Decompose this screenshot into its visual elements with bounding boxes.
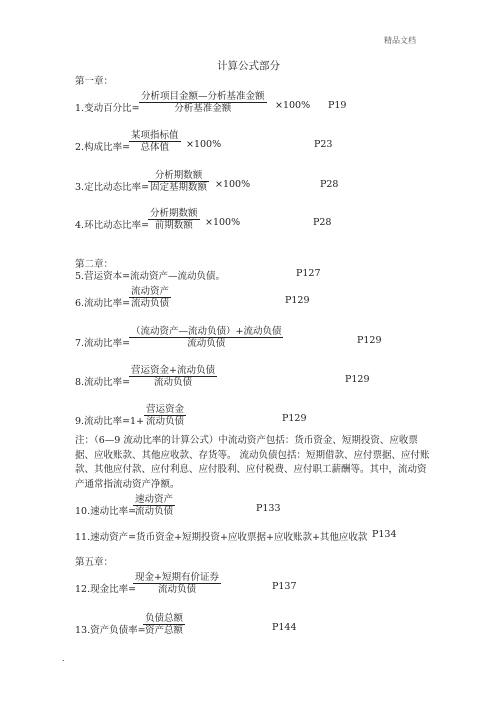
formula-1-page-ref: P19 xyxy=(328,100,347,111)
formula-3-fraction xyxy=(148,170,209,194)
formula-7-fraction xyxy=(129,326,283,350)
formula-4-denominator: 前期数额 xyxy=(154,220,193,231)
formula-3-label: 3.定比动态比率= xyxy=(75,182,150,193)
formula-10-page-ref: P133 xyxy=(256,503,281,514)
formula-13-numerator: 负债总额 xyxy=(145,613,184,624)
formula-9-numerator: 营运资金 xyxy=(146,404,185,415)
formula-4-multiplier: ×100% xyxy=(205,217,241,228)
formula-1-multiplier: ×100% xyxy=(275,100,311,111)
formula-2-multiplier: ×100% xyxy=(186,139,222,150)
formula-13-fraction xyxy=(143,613,185,637)
formula-9-label: 9.流动比率=1+ xyxy=(75,416,145,427)
header-label: 精品文档 xyxy=(384,36,416,45)
formula-2-denominator: 总体值 xyxy=(140,142,170,153)
formula-5-page-ref: P127 xyxy=(296,268,321,279)
formula-9-fraction xyxy=(144,404,186,428)
formula-4-numerator: 分析期数额 xyxy=(150,208,198,219)
footer-dot: . xyxy=(62,654,65,663)
formula-8-label: 8.流动比率= xyxy=(75,377,131,388)
formula-6-numerator: 流动资产 xyxy=(131,286,170,297)
formula-8-denominator: 流动负债 xyxy=(153,377,192,388)
formula-7-page-ref: P129 xyxy=(357,335,382,346)
formula-11-page-ref: P134 xyxy=(372,529,397,540)
formula-6-fraction xyxy=(129,286,171,310)
formula-10-denominator: 流动负债 xyxy=(135,506,174,517)
formula-12-fraction xyxy=(133,572,221,596)
formula-12-denominator: 流动负债 xyxy=(157,584,196,595)
formula-3-page-ref: P28 xyxy=(320,179,339,190)
note-paragraph: 注：（6—9 流动比率的计算公式）中流动资产包括：货币资金、短期投资、应收票据、应收账款、其他应收款、存货等。 流动负债包括：短期借款、应付票据、应付账款、其他应付款、应付利息、应付股利、应付税费、应付职工薪酬等。其中，流动资产通常指流动资产净额。 xyxy=(75,435,430,490)
formula-1-fraction xyxy=(139,91,267,115)
formula-2-page-ref: P23 xyxy=(314,139,333,150)
formula-7-label: 7.流动比率= xyxy=(75,338,131,349)
formula-3-denominator: 固定基期数额 xyxy=(150,182,208,193)
formula-12-numerator: 现金+短期有价证券 xyxy=(135,572,219,583)
formula-8-numerator: 营运资金+流动负债 xyxy=(131,365,215,376)
formula-1-denominator: 分析基准金额 xyxy=(174,103,232,114)
formula-13-label: 13.资产负债率= xyxy=(75,625,146,636)
formula-5-text: 5.营运资本=流动资产—流动负债。 xyxy=(75,271,226,282)
formula-9-page-ref: P129 xyxy=(282,413,307,424)
formula-8-fraction xyxy=(129,365,217,389)
formula-4-fraction xyxy=(148,208,200,232)
formula-2-numerator: 某项指标值 xyxy=(131,130,179,141)
formula-11-text: 11.速动资产=货币资金+短期投资+应收票据+应收账款+其他应收款 xyxy=(75,532,368,543)
formula-6-denominator: 流动负债 xyxy=(131,298,170,309)
formula-12-page-ref: P137 xyxy=(272,581,297,592)
chapter-2-heading: 第二章： xyxy=(75,259,114,270)
formula-2-fraction xyxy=(129,130,181,154)
formula-3-numerator: 分析期数额 xyxy=(148,170,209,182)
formula-1-numerator: 分析项目金额—分析基准金额 xyxy=(141,91,265,102)
formula-2-label: 2.构成比率= xyxy=(75,142,131,153)
formula-12-label: 12.现金比率= xyxy=(75,584,137,595)
formula-13-denominator: 资产总额 xyxy=(145,625,184,636)
formula-6-page-ref: P129 xyxy=(285,295,310,306)
formula-13-page-ref: P144 xyxy=(272,622,297,633)
formula-10-fraction xyxy=(133,494,175,518)
chapter-5-heading: 第五章： xyxy=(75,557,114,568)
formula-6-label: 6.流动比率= xyxy=(75,298,131,309)
formula-7-denominator: 流动负债 xyxy=(187,338,226,349)
formula-10-numerator: 速动资产 xyxy=(135,494,174,505)
formula-10-label: 10.速动比率= xyxy=(75,506,137,517)
page-title: 计算公式部分 xyxy=(217,60,280,72)
formula-4-label: 4.环比动态比率= xyxy=(75,220,150,231)
formula-7-numerator: （流动资产—流动负债）+流动负债 xyxy=(131,326,282,337)
formula-3-multiplier: ×100% xyxy=(215,179,251,190)
formula-1-label: 1.变动百分比= xyxy=(75,103,140,114)
formula-4-page-ref: P28 xyxy=(313,217,332,228)
chapter-1-heading: 第一章： xyxy=(75,76,114,87)
formula-8-page-ref: P129 xyxy=(345,374,370,385)
formula-9-denominator: 流动负债 xyxy=(146,416,185,427)
